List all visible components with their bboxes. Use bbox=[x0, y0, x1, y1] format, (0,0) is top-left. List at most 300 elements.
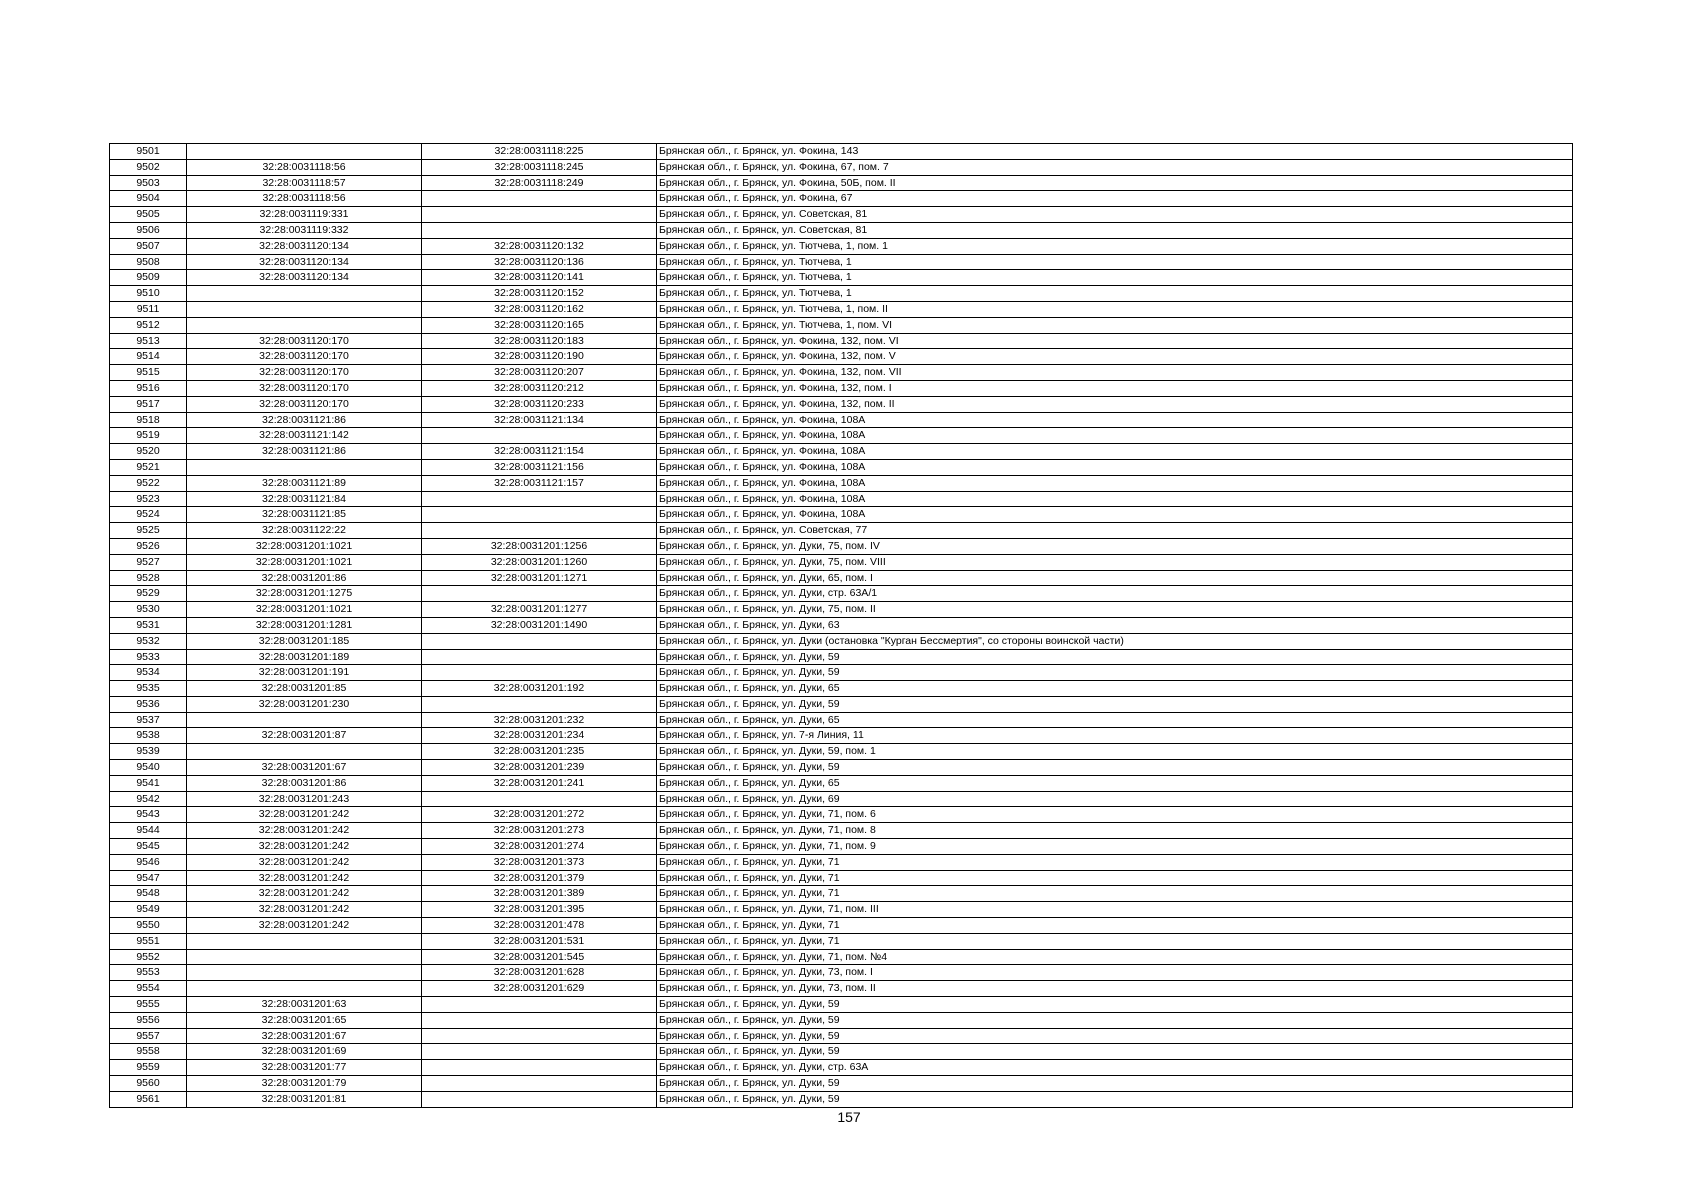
object-cadastral-cell: 32:28:0031201:1260 bbox=[422, 554, 657, 570]
land-plot-cadastral-cell: 32:28:0031201:1275 bbox=[187, 586, 422, 602]
table-row bbox=[110, 649, 1573, 665]
table-row bbox=[110, 839, 1573, 855]
address-cell: Брянская обл., г. Брянск, ул. Фокина, 67 bbox=[657, 191, 1573, 207]
row-number-cell: 9559 bbox=[110, 1060, 187, 1076]
land-plot-cadastral-cell: 32:28:0031119:332 bbox=[187, 222, 422, 238]
table-row bbox=[110, 775, 1573, 791]
row-number-cell: 9550 bbox=[110, 918, 187, 934]
row-number-cell: 9529 bbox=[110, 586, 187, 602]
row-number-cell: 9551 bbox=[110, 933, 187, 949]
object-cadastral-cell bbox=[422, 1044, 657, 1060]
address-cell: Брянская обл., г. Брянск, ул. Тютчева, 1, пом. II bbox=[657, 301, 1573, 317]
address-cell: Брянская обл., г. Брянск, ул. Дуки, 59 bbox=[657, 1076, 1573, 1092]
address-cell: Брянская обл., г. Брянск, ул. Дуки, 71, пом. 6 bbox=[657, 807, 1573, 823]
table-row bbox=[110, 380, 1573, 396]
land-plot-cadastral-cell: 32:28:0031201:242 bbox=[187, 854, 422, 870]
row-number-cell: 9552 bbox=[110, 949, 187, 965]
table-row bbox=[110, 207, 1573, 223]
land-plot-cadastral-cell bbox=[187, 459, 422, 475]
address-cell: Брянская обл., г. Брянск, ул. Дуки, 65, пом. I bbox=[657, 570, 1573, 586]
table-row bbox=[110, 791, 1573, 807]
row-number-cell: 9510 bbox=[110, 286, 187, 302]
object-cadastral-cell: 32:28:0031121:154 bbox=[422, 444, 657, 460]
land-plot-cadastral-cell: 32:28:0031201:69 bbox=[187, 1044, 422, 1060]
table-row bbox=[110, 554, 1573, 570]
address-cell: Брянская обл., г. Брянск, ул. Фокина, 108А bbox=[657, 475, 1573, 491]
row-number-cell: 9536 bbox=[110, 696, 187, 712]
row-number-cell: 9535 bbox=[110, 681, 187, 697]
address-cell: Брянская обл., г. Брянск, ул. Дуки, 73, пом. II bbox=[657, 981, 1573, 997]
object-cadastral-cell bbox=[422, 1012, 657, 1028]
land-plot-cadastral-cell: 32:28:0031201:242 bbox=[187, 886, 422, 902]
object-cadastral-cell bbox=[422, 207, 657, 223]
object-cadastral-cell bbox=[422, 665, 657, 681]
object-cadastral-cell: 32:28:0031201:389 bbox=[422, 886, 657, 902]
address-cell: Брянская обл., г. Брянск, ул. Дуки, 71, пом. 9 bbox=[657, 839, 1573, 855]
table-row bbox=[110, 1091, 1573, 1107]
row-number-cell: 9540 bbox=[110, 760, 187, 776]
address-cell: Брянская обл., г. Брянск, ул. Тютчева, 1, пом. 1 bbox=[657, 238, 1573, 254]
land-plot-cadastral-cell: 32:28:0031201:242 bbox=[187, 902, 422, 918]
address-cell: Брянская обл., г. Брянск, ул. Дуки, 59, пом. 1 bbox=[657, 744, 1573, 760]
land-plot-cadastral-cell: 32:28:0031201:86 bbox=[187, 775, 422, 791]
land-plot-cadastral-cell: 32:28:0031201:191 bbox=[187, 665, 422, 681]
object-cadastral-cell: 32:28:0031201:478 bbox=[422, 918, 657, 934]
table-row bbox=[110, 854, 1573, 870]
address-cell: Брянская обл., г. Брянск, ул. Дуки, 59 bbox=[657, 649, 1573, 665]
address-cell: Брянская обл., г. Брянск, ул. Тютчева, 1 bbox=[657, 286, 1573, 302]
address-cell: Брянская обл., г. Брянск, ул. Дуки (остановка "Курган Бессмертия", со стороны воинской части) bbox=[657, 633, 1573, 649]
land-plot-cadastral-cell: 32:28:0031201:242 bbox=[187, 807, 422, 823]
row-number-cell: 9516 bbox=[110, 380, 187, 396]
land-plot-cadastral-cell bbox=[187, 965, 422, 981]
table-row bbox=[110, 491, 1573, 507]
object-cadastral-cell: 32:28:0031201:1490 bbox=[422, 617, 657, 633]
table-row bbox=[110, 965, 1573, 981]
object-cadastral-cell: 32:28:0031201:234 bbox=[422, 728, 657, 744]
row-number-cell: 9538 bbox=[110, 728, 187, 744]
row-number-cell: 9515 bbox=[110, 365, 187, 381]
row-number-cell: 9554 bbox=[110, 981, 187, 997]
table-row bbox=[110, 570, 1573, 586]
table-row bbox=[110, 760, 1573, 776]
land-plot-cadastral-cell: 32:28:0031201:230 bbox=[187, 696, 422, 712]
land-plot-cadastral-cell: 32:28:0031118:57 bbox=[187, 175, 422, 191]
object-cadastral-cell: 32:28:0031120:183 bbox=[422, 333, 657, 349]
land-plot-cadastral-cell: 32:28:0031201:189 bbox=[187, 649, 422, 665]
address-cell: Брянская обл., г. Брянск, ул. Советская, 77 bbox=[657, 523, 1573, 539]
address-cell: Брянская обл., г. Брянск, ул. Дуки, стр. 63А bbox=[657, 1060, 1573, 1076]
object-cadastral-cell: 32:28:0031201:1271 bbox=[422, 570, 657, 586]
object-cadastral-cell: 32:28:0031121:134 bbox=[422, 412, 657, 428]
object-cadastral-cell: 32:28:0031201:241 bbox=[422, 775, 657, 791]
address-cell: Брянская обл., г. Брянск, ул. Дуки, 59 bbox=[657, 1012, 1573, 1028]
object-cadastral-cell: 32:28:0031118:225 bbox=[422, 144, 657, 160]
address-cell: Брянская обл., г. Брянск, ул. Дуки, 59 bbox=[657, 1091, 1573, 1107]
row-number-cell: 9545 bbox=[110, 839, 187, 855]
row-number-cell: 9542 bbox=[110, 791, 187, 807]
object-cadastral-cell: 32:28:0031201:628 bbox=[422, 965, 657, 981]
address-cell: Брянская обл., г. Брянск, ул. Дуки, 63 bbox=[657, 617, 1573, 633]
land-plot-cadastral-cell: 32:28:0031120:170 bbox=[187, 396, 422, 412]
land-plot-cadastral-cell: 32:28:0031119:331 bbox=[187, 207, 422, 223]
object-cadastral-cell: 32:28:0031118:249 bbox=[422, 175, 657, 191]
row-number-cell: 9558 bbox=[110, 1044, 187, 1060]
land-plot-cadastral-cell: 32:28:0031120:134 bbox=[187, 238, 422, 254]
object-cadastral-cell: 32:28:0031201:232 bbox=[422, 712, 657, 728]
table-row bbox=[110, 159, 1573, 175]
object-cadastral-cell: 32:28:0031120:141 bbox=[422, 270, 657, 286]
row-number-cell: 9514 bbox=[110, 349, 187, 365]
object-cadastral-cell: 32:28:0031201:192 bbox=[422, 681, 657, 697]
table-row bbox=[110, 902, 1573, 918]
address-cell: Брянская обл., г. Брянск, ул. Дуки, 71, пом. III bbox=[657, 902, 1573, 918]
object-cadastral-cell: 32:28:0031120:190 bbox=[422, 349, 657, 365]
object-cadastral-cell: 32:28:0031120:132 bbox=[422, 238, 657, 254]
address-cell: Брянская обл., г. Брянск, ул. Дуки, 65 bbox=[657, 775, 1573, 791]
table-row bbox=[110, 807, 1573, 823]
table-row bbox=[110, 949, 1573, 965]
address-cell: Брянская обл., г. Брянск, ул. Дуки, 59 bbox=[657, 1044, 1573, 1060]
object-cadastral-cell bbox=[422, 696, 657, 712]
object-cadastral-cell: 32:28:0031121:156 bbox=[422, 459, 657, 475]
table-row bbox=[110, 459, 1573, 475]
object-cadastral-cell bbox=[422, 1091, 657, 1107]
land-plot-cadastral-cell: 32:28:0031118:56 bbox=[187, 159, 422, 175]
row-number-cell: 9505 bbox=[110, 207, 187, 223]
address-cell: Брянская обл., г. Брянск, ул. Тютчева, 1 bbox=[657, 270, 1573, 286]
object-cadastral-cell: 32:28:0031201:395 bbox=[422, 902, 657, 918]
land-plot-cadastral-cell: 32:28:0031120:170 bbox=[187, 365, 422, 381]
object-cadastral-cell: 32:28:0031120:233 bbox=[422, 396, 657, 412]
table-row bbox=[110, 918, 1573, 934]
land-plot-cadastral-cell: 32:28:0031201:77 bbox=[187, 1060, 422, 1076]
land-plot-cadastral-cell: 32:28:0031201:242 bbox=[187, 839, 422, 855]
property-registry-table bbox=[109, 143, 1573, 1108]
object-cadastral-cell bbox=[422, 507, 657, 523]
object-cadastral-cell: 32:28:0031118:245 bbox=[422, 159, 657, 175]
object-cadastral-cell bbox=[422, 649, 657, 665]
land-plot-cadastral-cell bbox=[187, 933, 422, 949]
address-cell: Брянская обл., г. Брянск, ул. Фокина, 143 bbox=[657, 144, 1573, 160]
table-row bbox=[110, 665, 1573, 681]
land-plot-cadastral-cell: 32:28:0031201:67 bbox=[187, 760, 422, 776]
object-cadastral-cell: 32:28:0031201:272 bbox=[422, 807, 657, 823]
table-row bbox=[110, 712, 1573, 728]
table-row bbox=[110, 365, 1573, 381]
land-plot-cadastral-cell bbox=[187, 144, 422, 160]
address-cell: Брянская обл., г. Брянск, ул. Дуки, 59 bbox=[657, 760, 1573, 776]
address-cell: Брянская обл., г. Брянск, ул. Дуки, 65 bbox=[657, 681, 1573, 697]
object-cadastral-cell: 32:28:0031120:162 bbox=[422, 301, 657, 317]
address-cell: Брянская обл., г. Брянск, ул. Фокина, 108А bbox=[657, 507, 1573, 523]
row-number-cell: 9544 bbox=[110, 823, 187, 839]
table-row bbox=[110, 997, 1573, 1013]
land-plot-cadastral-cell: 32:28:0031121:142 bbox=[187, 428, 422, 444]
object-cadastral-cell bbox=[422, 428, 657, 444]
land-plot-cadastral-cell: 32:28:0031201:86 bbox=[187, 570, 422, 586]
land-plot-cadastral-cell bbox=[187, 744, 422, 760]
table-row bbox=[110, 317, 1573, 333]
row-number-cell: 9556 bbox=[110, 1012, 187, 1028]
object-cadastral-cell: 32:28:0031201:1256 bbox=[422, 538, 657, 554]
table-row bbox=[110, 507, 1573, 523]
table-row bbox=[110, 981, 1573, 997]
land-plot-cadastral-cell: 32:28:0031121:86 bbox=[187, 444, 422, 460]
row-number-cell: 9509 bbox=[110, 270, 187, 286]
land-plot-cadastral-cell: 32:28:0031201:87 bbox=[187, 728, 422, 744]
land-plot-cadastral-cell bbox=[187, 981, 422, 997]
land-plot-cadastral-cell: 32:28:0031121:84 bbox=[187, 491, 422, 507]
address-cell: Брянская обл., г. Брянск, ул. Фокина, 108А bbox=[657, 491, 1573, 507]
land-plot-cadastral-cell: 32:28:0031120:170 bbox=[187, 380, 422, 396]
address-cell: Брянская обл., г. Брянск, ул. Фокина, 132, пом. II bbox=[657, 396, 1573, 412]
object-cadastral-cell bbox=[422, 1028, 657, 1044]
table-row bbox=[110, 475, 1573, 491]
land-plot-cadastral-cell: 32:28:0031121:89 bbox=[187, 475, 422, 491]
row-number-cell: 9526 bbox=[110, 538, 187, 554]
row-number-cell: 9521 bbox=[110, 459, 187, 475]
row-number-cell: 9520 bbox=[110, 444, 187, 460]
address-cell: Брянская обл., г. Брянск, ул. Дуки, 75, пом. II bbox=[657, 602, 1573, 618]
row-number-cell: 9534 bbox=[110, 665, 187, 681]
object-cadastral-cell: 32:28:0031120:165 bbox=[422, 317, 657, 333]
table-row bbox=[110, 633, 1573, 649]
row-number-cell: 9512 bbox=[110, 317, 187, 333]
object-cadastral-cell bbox=[422, 523, 657, 539]
address-cell: Брянская обл., г. Брянск, ул. Фокина, 132, пом. VII bbox=[657, 365, 1573, 381]
table-row bbox=[110, 681, 1573, 697]
row-number-cell: 9539 bbox=[110, 744, 187, 760]
table-row bbox=[110, 286, 1573, 302]
land-plot-cadastral-cell: 32:28:0031201:243 bbox=[187, 791, 422, 807]
row-number-cell: 9508 bbox=[110, 254, 187, 270]
land-plot-cadastral-cell bbox=[187, 949, 422, 965]
land-plot-cadastral-cell: 32:28:0031201:67 bbox=[187, 1028, 422, 1044]
address-cell: Брянская обл., г. Брянск, ул. Дуки, 71 bbox=[657, 918, 1573, 934]
address-cell: Брянская обл., г. Брянск, ул. Дуки, 71 bbox=[657, 933, 1573, 949]
table-row bbox=[110, 823, 1573, 839]
address-cell: Брянская обл., г. Брянск, ул. Фокина, 132, пом. V bbox=[657, 349, 1573, 365]
row-number-cell: 9522 bbox=[110, 475, 187, 491]
row-number-cell: 9519 bbox=[110, 428, 187, 444]
land-plot-cadastral-cell: 32:28:0031201:1021 bbox=[187, 538, 422, 554]
table-row bbox=[110, 396, 1573, 412]
table-row bbox=[110, 428, 1573, 444]
table-row bbox=[110, 523, 1573, 539]
row-number-cell: 9549 bbox=[110, 902, 187, 918]
table-row bbox=[110, 602, 1573, 618]
object-cadastral-cell: 32:28:0031201:379 bbox=[422, 870, 657, 886]
land-plot-cadastral-cell: 32:28:0031201:1021 bbox=[187, 554, 422, 570]
address-cell: Брянская обл., г. Брянск, ул. Фокина, 50Б, пом. II bbox=[657, 175, 1573, 191]
land-plot-cadastral-cell bbox=[187, 301, 422, 317]
address-cell: Брянская обл., г. Брянск, ул. Фокина, 108А bbox=[657, 459, 1573, 475]
address-cell: Брянская обл., г. Брянск, ул. Фокина, 67, пом. 7 bbox=[657, 159, 1573, 175]
address-cell: Брянская обл., г. Брянск, ул. Дуки, 73, пом. I bbox=[657, 965, 1573, 981]
address-cell: Брянская обл., г. Брянск, ул. Дуки, 69 bbox=[657, 791, 1573, 807]
row-number-cell: 9503 bbox=[110, 175, 187, 191]
row-number-cell: 9517 bbox=[110, 396, 187, 412]
table-row bbox=[110, 333, 1573, 349]
land-plot-cadastral-cell: 32:28:0031201:63 bbox=[187, 997, 422, 1013]
table-row bbox=[110, 1076, 1573, 1092]
land-plot-cadastral-cell: 32:28:0031120:134 bbox=[187, 254, 422, 270]
row-number-cell: 9530 bbox=[110, 602, 187, 618]
address-cell: Брянская обл., г. Брянск, ул. Фокина, 108А bbox=[657, 412, 1573, 428]
object-cadastral-cell bbox=[422, 633, 657, 649]
table-row bbox=[110, 191, 1573, 207]
table-row bbox=[110, 744, 1573, 760]
address-cell: Брянская обл., г. Брянск, ул. Тютчева, 1 bbox=[657, 254, 1573, 270]
row-number-cell: 9561 bbox=[110, 1091, 187, 1107]
address-cell: Брянская обл., г. Брянск, ул. 7-я Линия, 11 bbox=[657, 728, 1573, 744]
object-cadastral-cell: 32:28:0031201:531 bbox=[422, 933, 657, 949]
land-plot-cadastral-cell bbox=[187, 317, 422, 333]
land-plot-cadastral-cell: 32:28:0031201:65 bbox=[187, 1012, 422, 1028]
land-plot-cadastral-cell: 32:28:0031201:242 bbox=[187, 823, 422, 839]
page-number: 157 bbox=[837, 1109, 861, 1125]
row-number-cell: 9506 bbox=[110, 222, 187, 238]
row-number-cell: 9532 bbox=[110, 633, 187, 649]
object-cadastral-cell: 32:28:0031201:239 bbox=[422, 760, 657, 776]
row-number-cell: 9523 bbox=[110, 491, 187, 507]
address-cell: Брянская обл., г. Брянск, ул. Дуки, 71, пом. №4 bbox=[657, 949, 1573, 965]
address-cell: Брянская обл., г. Брянск, ул. Фокина, 108А bbox=[657, 444, 1573, 460]
address-cell: Брянская обл., г. Брянск, ул. Фокина, 132, пом. I bbox=[657, 380, 1573, 396]
object-cadastral-cell: 32:28:0031201:1277 bbox=[422, 602, 657, 618]
address-cell: Брянская обл., г. Брянск, ул. Дуки, 59 bbox=[657, 696, 1573, 712]
table-row bbox=[110, 886, 1573, 902]
object-cadastral-cell bbox=[422, 1076, 657, 1092]
land-plot-cadastral-cell: 32:28:0031201:85 bbox=[187, 681, 422, 697]
land-plot-cadastral-cell: 32:28:0031201:242 bbox=[187, 918, 422, 934]
table-row bbox=[110, 301, 1573, 317]
registry-table-body bbox=[110, 144, 1573, 1108]
row-number-cell: 9537 bbox=[110, 712, 187, 728]
table-row bbox=[110, 175, 1573, 191]
table-row bbox=[110, 728, 1573, 744]
table-row bbox=[110, 254, 1573, 270]
object-cadastral-cell bbox=[422, 191, 657, 207]
object-cadastral-cell bbox=[422, 222, 657, 238]
land-plot-cadastral-cell: 32:28:0031201:1281 bbox=[187, 617, 422, 633]
address-cell: Брянская обл., г. Брянск, ул. Дуки, 75, пом. IV bbox=[657, 538, 1573, 554]
address-cell: Брянская обл., г. Брянск, ул. Дуки, 59 bbox=[657, 665, 1573, 681]
address-cell: Брянская обл., г. Брянск, ул. Дуки, 71 bbox=[657, 886, 1573, 902]
object-cadastral-cell: 32:28:0031201:629 bbox=[422, 981, 657, 997]
object-cadastral-cell: 32:28:0031120:207 bbox=[422, 365, 657, 381]
object-cadastral-cell bbox=[422, 1060, 657, 1076]
row-number-cell: 9504 bbox=[110, 191, 187, 207]
address-cell: Брянская обл., г. Брянск, ул. Дуки, 71 bbox=[657, 870, 1573, 886]
land-plot-cadastral-cell: 32:28:0031121:86 bbox=[187, 412, 422, 428]
row-number-cell: 9557 bbox=[110, 1028, 187, 1044]
land-plot-cadastral-cell: 32:28:0031201:1021 bbox=[187, 602, 422, 618]
row-number-cell: 9560 bbox=[110, 1076, 187, 1092]
object-cadastral-cell: 32:28:0031120:152 bbox=[422, 286, 657, 302]
address-cell: Брянская обл., г. Брянск, ул. Советская, 81 bbox=[657, 222, 1573, 238]
object-cadastral-cell: 32:28:0031201:273 bbox=[422, 823, 657, 839]
address-cell: Брянская обл., г. Брянск, ул. Дуки, 65 bbox=[657, 712, 1573, 728]
table-row bbox=[110, 238, 1573, 254]
row-number-cell: 9502 bbox=[110, 159, 187, 175]
table-row bbox=[110, 696, 1573, 712]
object-cadastral-cell: 32:28:0031120:212 bbox=[422, 380, 657, 396]
object-cadastral-cell: 32:28:0031201:545 bbox=[422, 949, 657, 965]
table-row bbox=[110, 222, 1573, 238]
table-row bbox=[110, 349, 1573, 365]
address-cell: Брянская обл., г. Брянск, ул. Фокина, 132, пом. VI bbox=[657, 333, 1573, 349]
row-number-cell: 9553 bbox=[110, 965, 187, 981]
object-cadastral-cell bbox=[422, 586, 657, 602]
table-row bbox=[110, 270, 1573, 286]
land-plot-cadastral-cell: 32:28:0031201:81 bbox=[187, 1091, 422, 1107]
land-plot-cadastral-cell: 32:28:0031122:22 bbox=[187, 523, 422, 539]
table-row bbox=[110, 144, 1573, 160]
land-plot-cadastral-cell: 32:28:0031120:170 bbox=[187, 349, 422, 365]
row-number-cell: 9501 bbox=[110, 144, 187, 160]
row-number-cell: 9524 bbox=[110, 507, 187, 523]
object-cadastral-cell bbox=[422, 997, 657, 1013]
object-cadastral-cell: 32:28:0031120:136 bbox=[422, 254, 657, 270]
land-plot-cadastral-cell: 32:28:0031121:85 bbox=[187, 507, 422, 523]
object-cadastral-cell: 32:28:0031201:274 bbox=[422, 839, 657, 855]
object-cadastral-cell: 32:28:0031201:373 bbox=[422, 854, 657, 870]
table-row bbox=[110, 870, 1573, 886]
row-number-cell: 9513 bbox=[110, 333, 187, 349]
row-number-cell: 9546 bbox=[110, 854, 187, 870]
address-cell: Брянская обл., г. Брянск, ул. Дуки, стр. 63А/1 bbox=[657, 586, 1573, 602]
object-cadastral-cell: 32:28:0031201:235 bbox=[422, 744, 657, 760]
table-row bbox=[110, 617, 1573, 633]
row-number-cell: 9527 bbox=[110, 554, 187, 570]
address-cell: Брянская обл., г. Брянск, ул. Дуки, 71 bbox=[657, 854, 1573, 870]
row-number-cell: 9528 bbox=[110, 570, 187, 586]
land-plot-cadastral-cell bbox=[187, 286, 422, 302]
row-number-cell: 9518 bbox=[110, 412, 187, 428]
land-plot-cadastral-cell: 32:28:0031201:79 bbox=[187, 1076, 422, 1092]
row-number-cell: 9541 bbox=[110, 775, 187, 791]
address-cell: Брянская обл., г. Брянск, ул. Дуки, 59 bbox=[657, 997, 1573, 1013]
land-plot-cadastral-cell bbox=[187, 712, 422, 728]
address-cell: Брянская обл., г. Брянск, ул. Фокина, 108А bbox=[657, 428, 1573, 444]
row-number-cell: 9525 bbox=[110, 523, 187, 539]
row-number-cell: 9547 bbox=[110, 870, 187, 886]
table-row bbox=[110, 933, 1573, 949]
table-row bbox=[110, 1044, 1573, 1060]
row-number-cell: 9555 bbox=[110, 997, 187, 1013]
land-plot-cadastral-cell: 32:28:0031201:185 bbox=[187, 633, 422, 649]
table-row bbox=[110, 586, 1573, 602]
address-cell: Брянская обл., г. Брянск, ул. Тютчева, 1, пом. VI bbox=[657, 317, 1573, 333]
table-row bbox=[110, 538, 1573, 554]
land-plot-cadastral-cell: 32:28:0031118:56 bbox=[187, 191, 422, 207]
address-cell: Брянская обл., г. Брянск, ул. Дуки, 59 bbox=[657, 1028, 1573, 1044]
address-cell: Брянская обл., г. Брянск, ул. Дуки, 71, пом. 8 bbox=[657, 823, 1573, 839]
row-number-cell: 9543 bbox=[110, 807, 187, 823]
land-plot-cadastral-cell: 32:28:0031201:242 bbox=[187, 870, 422, 886]
row-number-cell: 9533 bbox=[110, 649, 187, 665]
object-cadastral-cell bbox=[422, 491, 657, 507]
land-plot-cadastral-cell: 32:28:0031120:170 bbox=[187, 333, 422, 349]
table-row bbox=[110, 1060, 1573, 1076]
row-number-cell: 9531 bbox=[110, 617, 187, 633]
address-cell: Брянская обл., г. Брянск, ул. Советская, 81 bbox=[657, 207, 1573, 223]
table-row bbox=[110, 444, 1573, 460]
row-number-cell: 9548 bbox=[110, 886, 187, 902]
address-cell: Брянская обл., г. Брянск, ул. Дуки, 75, пом. VIII bbox=[657, 554, 1573, 570]
